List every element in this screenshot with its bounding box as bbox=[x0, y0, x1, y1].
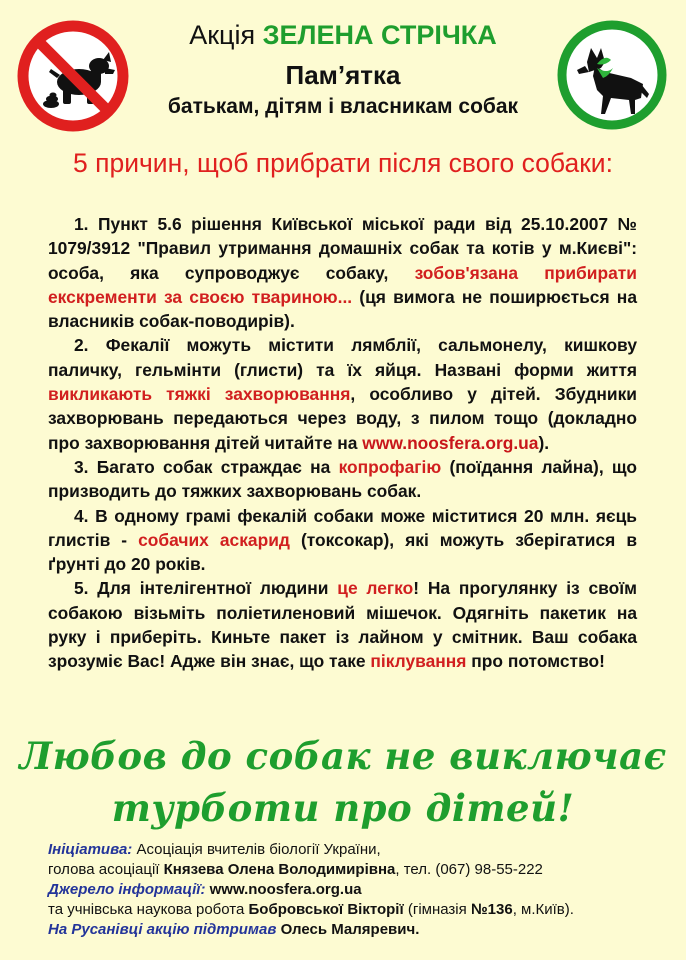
credits-support: На Русанівці акцію підтримав Олесь Маляревич. bbox=[48, 921, 420, 938]
credits-work: та учнівська наукова робота Бобровської Вікторії (гімназія №136, м.Київ). bbox=[48, 901, 574, 918]
reason-3: 3. Багато собак страждає на копрофагію (поїдання лайна), що призводить до тяжких захворювань собак. bbox=[48, 456, 637, 502]
credits-head: голова асоціації Князева Олена Володимирівна, тел. (067) 98-55-222 bbox=[48, 861, 543, 878]
header bbox=[0, 0, 686, 140]
campaign-name: ЗЕЛЕНА СТРІЧКА bbox=[262, 20, 497, 50]
slogan-line-2: турботи про дітей! bbox=[111, 786, 575, 830]
slogan-line-1: Любов до собак не виключає bbox=[19, 734, 667, 778]
credits bbox=[48, 840, 668, 940]
noosfera-link: www.noosfera.org.ua bbox=[362, 432, 539, 453]
reason-5: 5. Для інтелігентної людини це легко! На прогулянку із своїм собакою візьміть поліетиленовий мішечок. Одягніть пакетик на руку і приберіть. Киньте пакет із лайном у смітник. Ваш собака зрозуміє Вас! Адже він знає, що таке піклування про потомство! bbox=[48, 578, 637, 672]
audience-line: батькам, дітям і власникам собак bbox=[167, 95, 519, 118]
reasons-heading: 5 причин, щоб прибрати після свого собаки: bbox=[73, 148, 613, 178]
memo-title: Пам’ятка bbox=[285, 60, 401, 90]
reason-1: 1. Пункт 5.6 рішення Київської міської ради від 25.10.2007 № 1079/3912 "Правил утримання домашніх собак та котів у м.Києві": особа, яка супроводжує собаку, зобов'язана прибирати екскременти за своєю твариною... (ця вимога не поширюється на власників собак-поводирів). bbox=[48, 214, 637, 332]
reasons-list bbox=[48, 212, 637, 674]
credits-source: Джерело інформації: www.noosfera.org.ua bbox=[48, 881, 362, 898]
campaign-title: Акція ЗЕЛЕНА СТРІЧКА bbox=[189, 20, 497, 50]
credits-initiative: Ініціатива: Асоціація вчителів біології України, bbox=[48, 841, 381, 858]
slogan bbox=[0, 730, 686, 834]
reason-4: 4. В одному грамі фекалій собаки може міститися 20 млн. яєць глистів - собачих аскарид (токсокар), які можуть зберігатися в ґрунті до 20 років. bbox=[48, 505, 638, 575]
reason-2: 2. Фекалії можуть містити лямблії, сальмонелу, кишкову паличку, гельмінти (глисти) та їх яйця. Названі форми життя викликають тяжкі захворювання, особливо у дітей. Збудники захворювань передаються через воду, з пилом тощо (докладно про захворювання дітей читайте на www.noosfera.org.ua). bbox=[48, 335, 637, 453]
